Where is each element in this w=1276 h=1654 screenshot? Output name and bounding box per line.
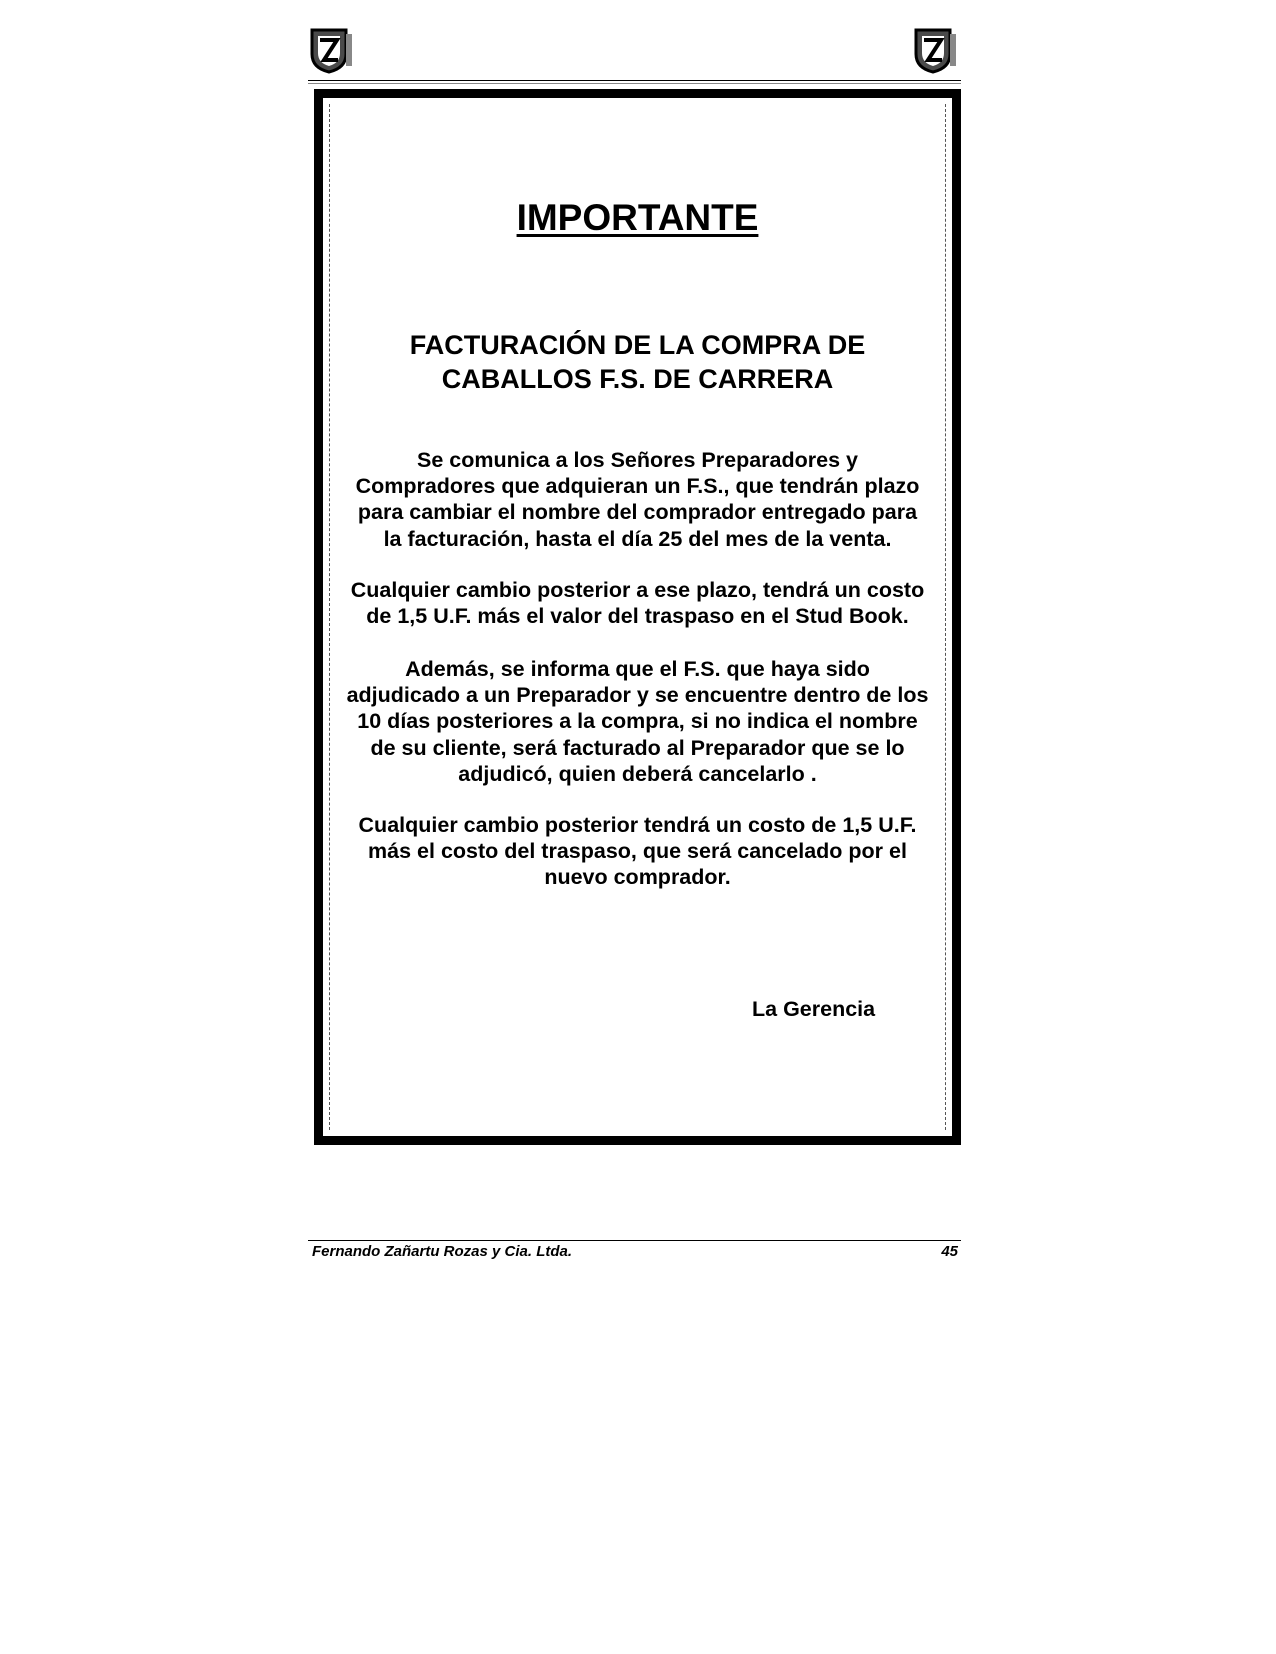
footer-company-name: Fernando Zañartu Rozas y Cia. Ltda.	[312, 1243, 573, 1260]
footer-page-number: 45	[941, 1243, 958, 1260]
paragraph-line: 10 días posteriores a la compra, si no indica el nombre	[357, 709, 918, 734]
paragraph-line: de su cliente, será facturado al Preparador que se lo	[370, 735, 905, 760]
paragraph-line: más el costo del traspaso, que será cancelado por el	[368, 839, 907, 864]
paragraph-line: adjudicado a un Preparador y se encuentre dentro de los	[346, 683, 929, 708]
footer-divider	[308, 1240, 961, 1241]
paragraph-line: Se comunica a los Señores Preparadores y	[417, 448, 858, 472]
paragraph-line: de 1,5 U.F. más el valor del traspaso en el Stud Book.	[366, 604, 909, 629]
paragraph-line: Cualquier cambio posterior a ese plazo, tendrá un costo	[350, 578, 925, 602]
notice-subtitle	[314, 328, 961, 396]
paragraph-line: para cambiar el nombre del comprador entregado para	[357, 500, 918, 525]
paragraph-line: nuevo comprador.	[544, 865, 731, 890]
paragraph-line: la facturación, hasta el día 25 del mes de la venta.	[383, 526, 892, 551]
paragraph-line: Compradores que adquieran un F.S., que tendrán plazo	[355, 474, 920, 499]
notice-signature: La Gerencia	[752, 997, 876, 1021]
paragraph-line: Cualquier cambio posterior tendrá un costo de 1,5 U.F.	[358, 813, 917, 837]
company-logo-left	[306, 24, 356, 74]
subtitle-line: FACTURACIÓN DE LA COMPRA DE	[409, 330, 866, 360]
subtitle-line: CABALLOS F.S. DE CARRERA	[441, 364, 834, 394]
notice-paragraph-1	[326, 447, 949, 552]
notice-paragraph-2	[326, 577, 949, 629]
company-logo-right	[910, 24, 960, 74]
paragraph-line: adjudicó, quien deberá cancelarlo .	[458, 761, 817, 786]
notice-title: IMPORTANTE	[516, 197, 759, 238]
paragraph-line: Además, se informa que el F.S. que haya sido	[405, 657, 870, 681]
notice-paragraph-3	[326, 656, 949, 787]
header-divider	[308, 80, 961, 84]
notice-paragraph-4	[326, 812, 949, 891]
